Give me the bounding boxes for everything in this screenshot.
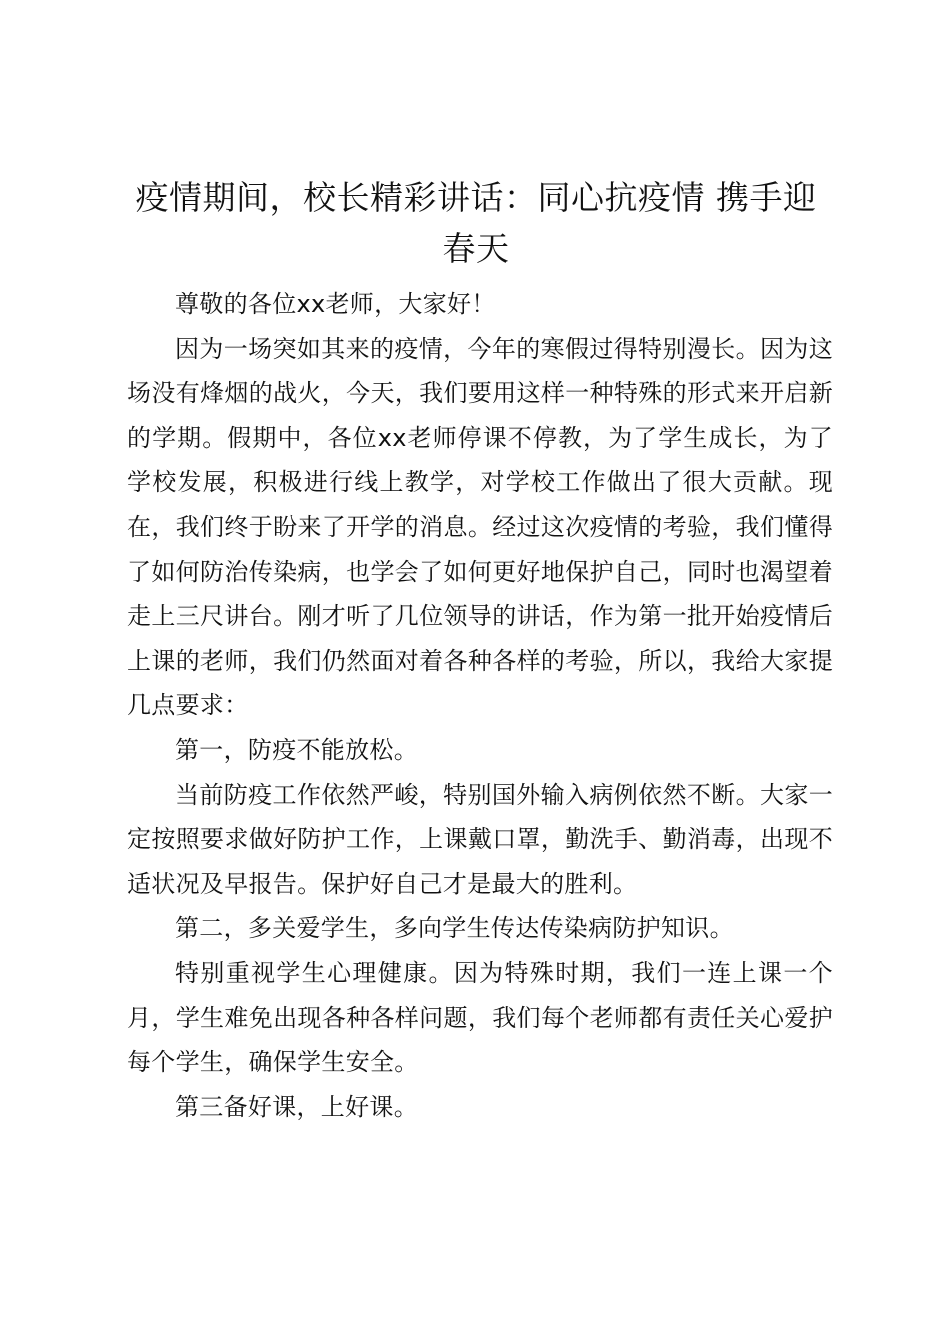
point-two-heading: 第二，多关爱学生，多向学生传达传染病防护知识。 <box>175 914 734 943</box>
point-one-paragraph: 当前防疫工作依然严峻，特别国外输入病例依然不断。大家一定按照要求做好防护工作，上课戴口罩，勤洗手、勤消毒，出现不适状况及早报告。保护好自己才是最大的胜利。 <box>127 780 833 898</box>
document-title: 疫情期间，校长精彩讲话：同心抗疫情 携手迎春天 <box>135 178 817 268</box>
greeting-paragraph: 尊敬的各位xx老师，大家好！ <box>175 290 496 318</box>
intro-paragraph: 因为一场突如其来的疫情，今年的寒假过得特别漫长。因为这场没有烽烟的战火，今天，我们要用这样一种特殊的形式来开启新的学期。假期中，各位xx老师停课不停教，为了学生成长，为了学校发展，积极进行线上教学，对学校工作做出了很大贡献。现在，我们终于盼来了开学的消息。经过这次疫情的考验，我们懂得了如何防治传染病，也学会了如何更好地保护自己，同时也渴望着走上三尺讲台。刚才听了几位领导的讲话，作为第一批开始疫情后上课的老师，我们仍然面对着各种各样的考验，所以，我给大家提几点要求： <box>127 334 833 720</box>
document-body <box>127 282 833 1129</box>
point-two-paragraph: 特别重视学生心理健康。因为特殊时期，我们一连上课一个月，学生难免出现各种各样问题，我们每个老师都有责任关心爱护每个学生，确保学生安全。 <box>127 958 833 1077</box>
point-one-heading: 第一，防疫不能放松。 <box>175 735 418 764</box>
point-three-heading: 第三备好课，上好课。 <box>175 1092 418 1121</box>
